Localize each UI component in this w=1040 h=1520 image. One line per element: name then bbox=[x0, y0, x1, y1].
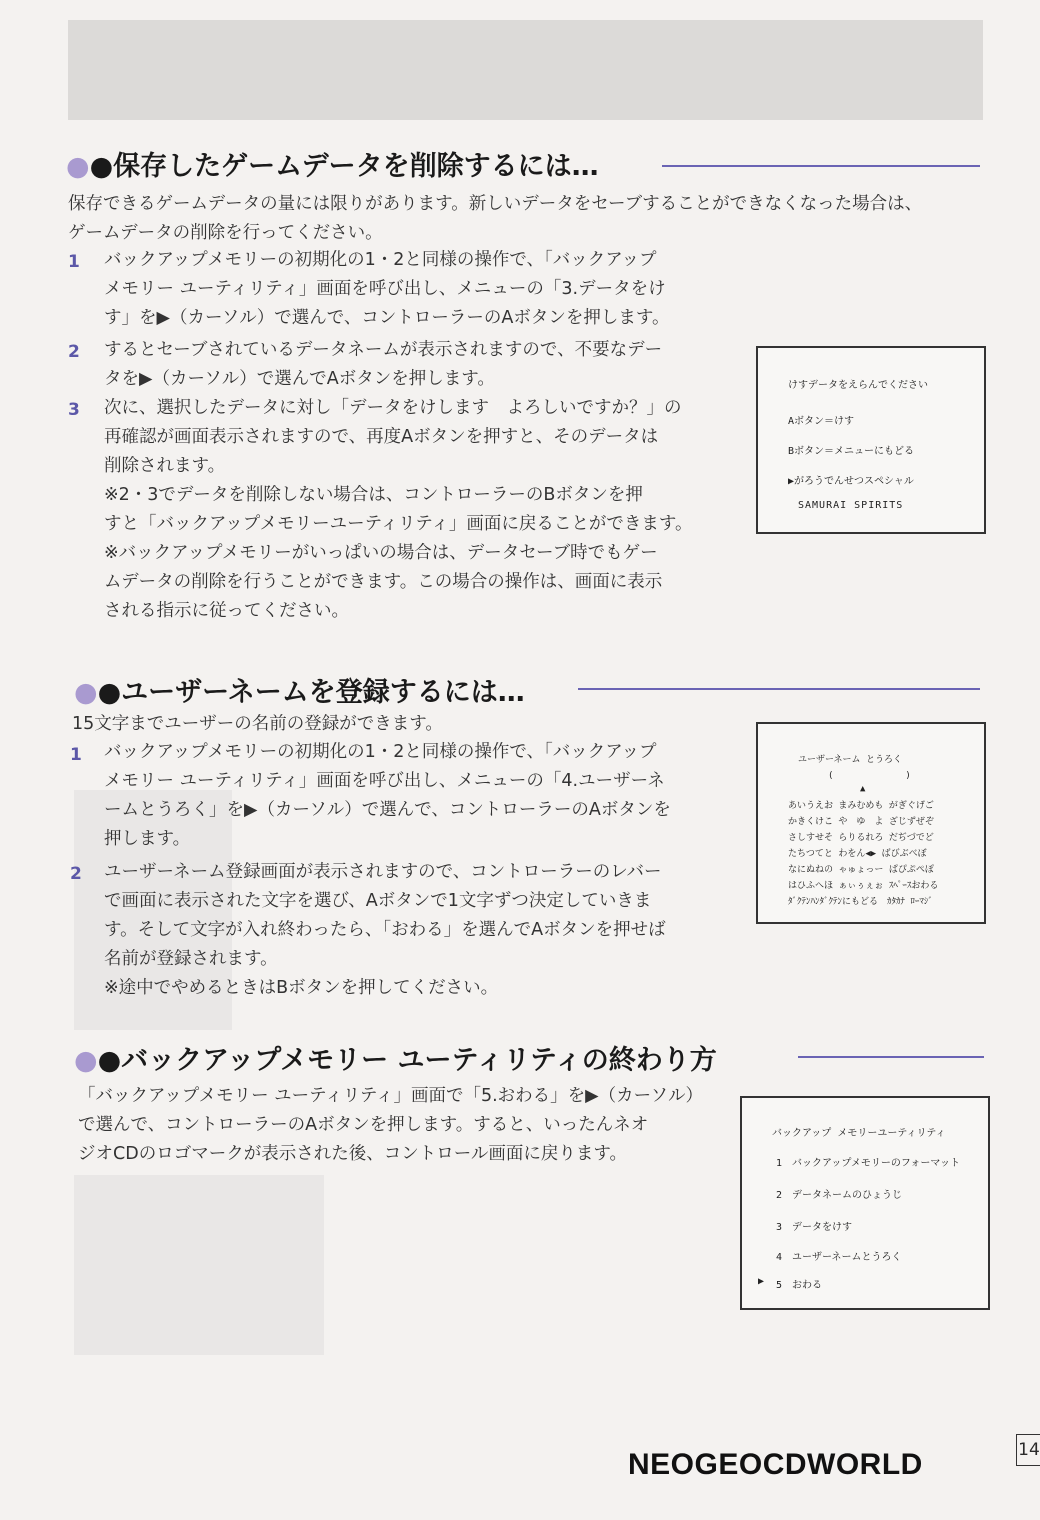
step-text: バックアップメモリーの初期化の1・2と同様の操作で、「バックアップ メモリー ユーティリティ」画面を呼び出し、メニューの「4.ユーザーネ ームとうろく」を▶（カーソル）で選んで、コントローラーのAボタンを 押します。 bbox=[104, 742, 671, 849]
step-number: 1 bbox=[68, 252, 80, 272]
section-title-delete: ●●保存したゲームデータを削除するには… bbox=[66, 151, 599, 182]
watermark: NEOGEOCDWORLD bbox=[628, 1448, 923, 1481]
step-text: バックアップメモリーの初期化の1・2と同様の操作で、「バックアップ メモリー ユーティリティ」画面を呼び出し、メニューの「3.データをけ す」を▶（カーソル）で選んで、コントローラーのAボタンを押します。 bbox=[104, 250, 670, 328]
bleed-box bbox=[74, 1175, 324, 1355]
page-number: 14 bbox=[1016, 1434, 1040, 1466]
utility-screen: バックアップ メモリーユーティリティ 1 バックアップメモリーのフォーマット 2 データネームのひょうじ 3 データをけす 4 ユーザーネームとうろく ▶ 5 おわる bbox=[740, 1096, 990, 1310]
step-text: 次に、選択したデータに対し「データをけします よろしいですか？」の 再確認が画面表示されますので、再度Aボタンを押すと、そのデータは 削除されます。 ※2・3でデータを削除しない場合は、コントローラーのBボタンを押 すと「バックアップメモリーユーティリティ」画面に戻ることができます。 ※バックアップメモリーがいっぱいの場合は、データセーブ時でもゲー ムデータの削除を行うことができます。この場合の操作は、画面に表示 される指示に従ってください。 bbox=[104, 398, 693, 621]
section-title-username: ●●ユーザーネームを登録するには… bbox=[74, 677, 525, 708]
step-number: 1 bbox=[70, 745, 82, 765]
header-band bbox=[68, 20, 983, 120]
title-rule bbox=[578, 688, 980, 690]
intro-delete: 保存できるゲームデータの量には限りがあります。新しいデータをセーブすることができなくなった場合は、 ゲームデータの削除を行ってください。 bbox=[68, 194, 923, 243]
intro-username: 15文字までユーザーの名前の登録ができます。 bbox=[72, 714, 443, 734]
username-screen: ユーザーネーム とうろく ( ) ▲ あいうえお まみむめも がぎぐげご かきくけこ や ゆ よ ざじずぜぞ さしすせそ らりるれろ だぢづでど たちつてと わをん◀▶ ばびぶべぼ なにぬねの ゃゅょっー ぱぴぷぺぽ はひふへほ ぁぃぅぇぉ ｽﾍﾟｰｽおわる ﾀﾞｸﾃﾝﾊﾝﾀﾞｸﾃﾝにもどる ｶﾀｶﾅ ﾛｰﾏｼﾞ bbox=[756, 722, 986, 924]
step-number: 2 bbox=[70, 864, 82, 884]
section-title-exit: ●●バックアップメモリー ユーティリティの終わり方 bbox=[74, 1045, 717, 1076]
title-rule bbox=[798, 1056, 984, 1058]
intro-exit: 「バックアップメモリー ユーティリティ」画面で「5.おわる」を▶（カーソル） で選んで、コントローラーのAボタンを押します。すると、いったんネオ ジオCDのロゴマークが表示された後、コントロール画面に戻ります。 bbox=[78, 1086, 703, 1164]
title-rule bbox=[662, 165, 980, 167]
delete-screen: けすデータをえらんでください Aボタン＝けす Bボタン＝メニューにもどる ▶がろうでんせつスペシャル SAMURAI SPIRITS bbox=[756, 346, 986, 534]
step-text: するとセーブされているデータネームが表示されますので、不要なデー タを▶（カーソル）で選んでAボタンを押します。 bbox=[104, 340, 663, 389]
step-number: 3 bbox=[68, 400, 80, 420]
step-text: ユーザーネーム登録画面が表示されますので、コントローラーのレバー で画面に表示された文字を選び、Aボタンで1文字ずつ決定していきま す。そして文字が入れ終わったら、「おわる」を選んでAボタンを押せば 名前が登録されます。 ※途中でやめるときはBボタンを押してください。 bbox=[104, 862, 666, 998]
step-number: 2 bbox=[68, 342, 80, 362]
